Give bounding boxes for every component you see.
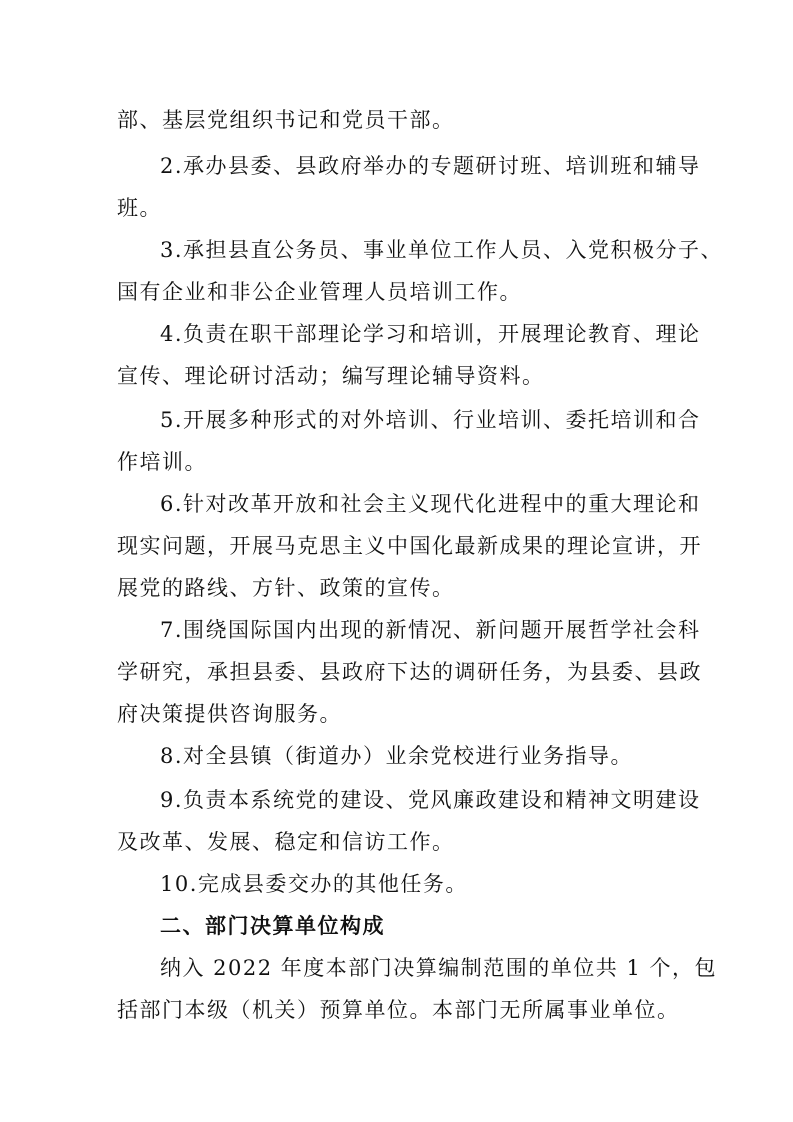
text-line: 6.针对改革开放和社会主义现代化进程中的重大理论和 <box>160 492 701 516</box>
text-line: 5.开展多种形式的对外培训、行业培训、委托培训和合 <box>160 408 701 432</box>
text-line: 10.完成县委交办的其他任务。 <box>160 872 468 896</box>
text-line: 国有企业和非公企业管理人员培训工作。 <box>117 280 522 304</box>
text-line: 宣传、理论研讨活动；编写理论辅导资料。 <box>117 364 545 388</box>
text-line: 纳入 2022 年度本部门决算编制范围的单位共 1 个，包 <box>160 956 718 980</box>
text-line: 展党的路线、方针、政策的宣传。 <box>117 576 455 600</box>
section-heading: 二、部门决算单位构成 <box>160 914 385 938</box>
text-line: 班。 <box>117 196 162 220</box>
text-line: 3.承担县直公务员、事业单位工作人员、入党积极分子、 <box>160 238 724 262</box>
text-line: 7.围绕国际国内出现的新情况、新问题开展哲学社会科 <box>160 618 701 642</box>
text-line: 括部门本级（机关）预算单位。本部门无所属事业单位。 <box>117 998 680 1022</box>
text-line: 作培训。 <box>117 450 207 474</box>
text-line: 2.承办县委、县政府举办的专题研讨班、培训班和辅导 <box>160 154 701 178</box>
text-line: 8.对全县镇（街道办）业余党校进行业务指导。 <box>160 744 634 768</box>
text-line: 府决策提供咨询服务。 <box>117 702 342 726</box>
text-line: 部、基层党组织书记和党员干部。 <box>117 108 455 132</box>
text-line: 及改革、发展、稳定和信访工作。 <box>117 830 455 854</box>
text-line: 学研究，承担县委、县政府下达的调研任务，为县委、县政 <box>117 660 702 684</box>
text-line: 9.负责本系统党的建设、党风廉政建设和精神文明建设 <box>160 788 701 812</box>
text-line: 4.负责在职干部理论学习和培训，开展理论教育、理论 <box>160 322 701 346</box>
text-line: 现实问题，开展马克思主义中国化最新成果的理论宣讲，开 <box>117 534 702 558</box>
